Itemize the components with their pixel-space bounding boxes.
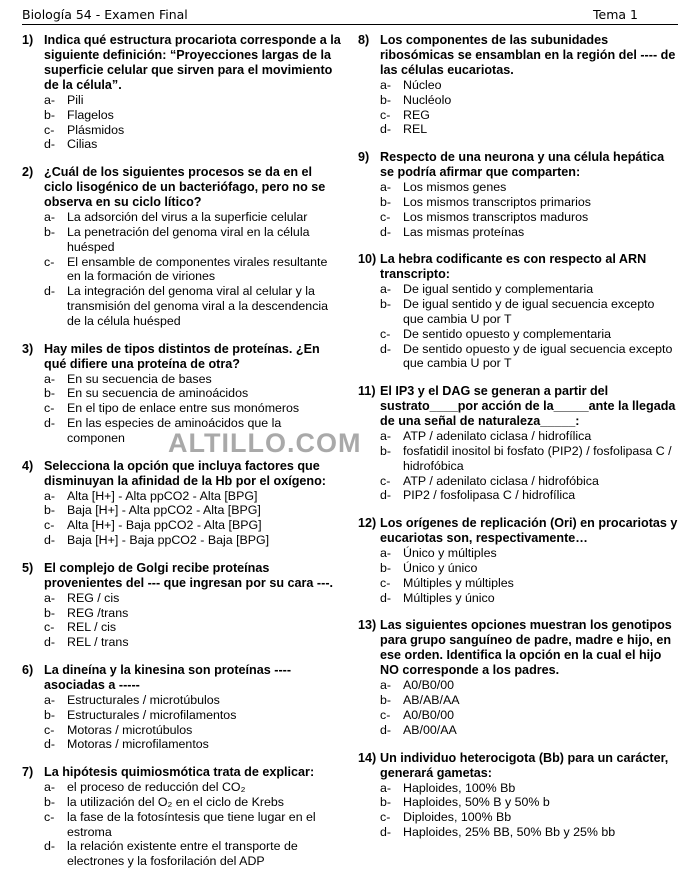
option-letter: c- (44, 722, 55, 737)
question (22, 33, 342, 152)
option-letter: a- (44, 780, 56, 795)
option-text: Estructurales / microtúbulos (67, 692, 220, 707)
answer-option (44, 737, 342, 752)
answer-option (44, 503, 342, 518)
option-text: REL / cis (67, 620, 117, 635)
option-text: Alta [H+] - Baja ppCO2 - Alta [BPG] (67, 518, 262, 533)
option-letter: c- (380, 575, 391, 590)
option-letter: a- (44, 210, 56, 225)
option-text: REL (403, 122, 428, 137)
answer-option (380, 591, 678, 606)
option-text: Motoras / microtúbulos (67, 722, 193, 737)
option-list (44, 93, 342, 152)
option-text: Múltiples y único (403, 590, 495, 605)
option-list (44, 780, 342, 869)
option-letter: d- (380, 722, 392, 737)
answer-option (44, 839, 342, 869)
option-text: Nucléolo (403, 92, 452, 107)
answer-option (380, 108, 678, 123)
question-number: 4) (22, 458, 34, 473)
answer-option (44, 137, 342, 152)
option-list (380, 546, 678, 605)
answer-option (380, 93, 678, 108)
option-letter: a- (380, 78, 392, 92)
option-text: Los mismos genes (403, 180, 507, 195)
question-stem (358, 384, 678, 429)
option-text: REG /trans (67, 605, 129, 620)
answer-option (44, 489, 342, 504)
option-text: La integración del genoma viral al celular y la transmisión del genoma viral a la descendencia de la célula huésped (67, 284, 329, 328)
answer-option (380, 795, 678, 810)
option-text: Haploides, 25% BB, 50% Bb y 25% bb (403, 824, 616, 839)
option-letter: a- (44, 93, 56, 107)
option-letter: c- (380, 209, 391, 224)
question-text: Los componentes de las subunidades ribosómicas se ensamblan en la región del ---- de las células eucariotas. (380, 33, 676, 77)
exam-title: Biología 54 - Examen Final (22, 7, 188, 22)
question-stem (358, 33, 678, 78)
answer-option (44, 810, 342, 840)
option-text: Haploides, 100% Bb (403, 780, 516, 795)
option-letter: a- (44, 692, 56, 707)
option-list (380, 282, 678, 371)
question-text: Hay miles de tipos distintos de proteínas. ¿En qué difiere una proteína de otra? (44, 341, 320, 371)
question (22, 165, 342, 328)
question-number: 14) (358, 750, 377, 765)
question-stem (358, 516, 678, 546)
option-letter: a- (44, 371, 56, 386)
answer-option (44, 606, 342, 621)
question (358, 516, 678, 605)
answer-option (380, 810, 678, 825)
option-text: fosfatidil inositol bi fosfato (PIP2) / fosfolipasa C / hidrofóbica (403, 443, 672, 473)
question (22, 459, 342, 548)
option-letter: a- (44, 488, 56, 503)
option-letter: a- (380, 546, 392, 561)
answer-option (44, 518, 342, 533)
question-number: 5) (22, 560, 34, 575)
option-letter: c- (44, 809, 55, 824)
option-text: En el tipo de enlace entre sus monómeros (67, 401, 300, 416)
answer-option (44, 372, 342, 387)
option-text: Núcleo (403, 78, 442, 92)
answer-option (44, 225, 342, 255)
question-number: 8) (358, 33, 370, 47)
option-letter: b- (380, 92, 392, 107)
option-letter: d- (380, 824, 392, 839)
option-letter: c- (380, 473, 391, 488)
question (358, 252, 678, 371)
option-letter: b- (380, 560, 392, 575)
option-letter: a- (380, 180, 392, 195)
answer-option (44, 386, 342, 401)
answer-option (380, 282, 678, 297)
question (358, 618, 678, 737)
question-number: 6) (22, 662, 34, 677)
question-stem (358, 150, 678, 180)
answer-option (380, 825, 678, 840)
option-text: De igual sentido y complementaria (403, 282, 594, 297)
option-letter: c- (380, 107, 391, 122)
option-text: El ensamble de componentes virales resultante en la formación de viriones (67, 254, 328, 284)
option-text: De sentido opuesto y de igual secuencia excepto que cambia U por T (403, 341, 673, 371)
question-number: 12) (358, 516, 377, 531)
option-letter: d- (380, 122, 392, 137)
answer-option (44, 693, 342, 708)
answer-option (380, 297, 678, 327)
option-text: Diploides, 100% Bb (403, 810, 512, 825)
option-text: Haploides, 50% B y 50% b (403, 795, 550, 810)
answer-option (380, 327, 678, 342)
option-letter: d- (44, 839, 56, 854)
answer-option (44, 708, 342, 723)
option-text: Plásmidos (67, 122, 125, 137)
option-text: A0/B0/00 (403, 678, 454, 693)
answer-option (380, 225, 678, 240)
option-letter: d- (44, 284, 56, 299)
option-text: Los mismos transcriptos maduros (403, 209, 589, 224)
question-number: 2) (22, 165, 34, 180)
option-letter: b- (44, 107, 56, 122)
option-letter: b- (44, 503, 56, 518)
option-text: De sentido opuesto y complementaria (403, 326, 612, 341)
option-text: Motoras / microfilamentos (67, 737, 209, 752)
question-stem (22, 561, 342, 591)
option-list (380, 781, 678, 840)
option-letter: b- (44, 794, 56, 809)
answer-option (380, 781, 678, 796)
question (358, 33, 678, 137)
option-text: Cilias (67, 137, 98, 152)
watermark: ALTILLO.COM (168, 428, 362, 458)
question-text: Respecto de una neurona y una célula hepática se podría afirmar que comparten: (380, 150, 665, 180)
answer-option (44, 620, 342, 635)
option-letter: d- (380, 341, 392, 356)
option-letter: c- (44, 122, 55, 137)
option-letter: b- (44, 224, 56, 239)
option-text: La penetración del genoma viral en la célula huésped (67, 224, 310, 254)
option-text: Los mismos transcriptos primarios (403, 194, 591, 209)
question-number: 7) (22, 765, 34, 780)
option-letter: d- (44, 737, 56, 752)
answer-option (44, 401, 342, 416)
question-text: El complejo de Golgi recibe proteínas provenientes del --- que ingresan por su cara ---. (44, 560, 334, 590)
option-text: Pili (67, 93, 84, 107)
answer-option (44, 93, 342, 108)
option-text: REG (403, 107, 430, 122)
answer-option (44, 210, 342, 225)
option-letter: d- (44, 137, 56, 152)
question-text: Selecciona la opción que incluya factores que disminuyan la afinidad de la Hb por el oxígeno: (44, 458, 327, 488)
answer-option (44, 123, 342, 138)
option-letter: a- (380, 282, 392, 297)
option-letter: d- (44, 415, 56, 430)
option-text: La adsorción del virus a la superficie celular (67, 210, 308, 225)
option-text: En su secuencia de bases (67, 371, 212, 386)
option-letter: c- (380, 707, 391, 722)
question-number: 1) (22, 33, 34, 47)
option-letter: b- (380, 795, 392, 810)
option-letter: b- (44, 386, 56, 401)
question-number: 10) (358, 252, 377, 267)
answer-option (44, 635, 342, 650)
answer-option (44, 591, 342, 606)
option-letter: d- (380, 488, 392, 503)
answer-option (380, 561, 678, 576)
option-letter: b- (380, 693, 392, 708)
question-stem (22, 165, 342, 210)
option-text: AB/00/AA (403, 722, 457, 737)
option-text: Único y múltiples (403, 546, 497, 561)
option-letter: b- (44, 707, 56, 722)
option-text: En las especies de aminoácidos que la componen (67, 415, 282, 445)
option-text: Múltiples y múltiples (403, 575, 514, 590)
question (358, 150, 678, 239)
option-letter: b- (44, 605, 56, 620)
option-list (44, 693, 342, 752)
option-text: De igual sentido y de igual secuencia excepto que cambia U por T (403, 297, 655, 326)
option-text: REL / trans (67, 635, 129, 650)
question (22, 561, 342, 650)
question-text: ¿Cuál de los siguientes procesos se da en el ciclo lisogénico de un bacteriófago, pero no se observa en su ciclo lítico? (44, 165, 326, 210)
answer-option (44, 255, 342, 285)
option-letter: a- (380, 780, 392, 795)
option-text: Baja [H+] - Baja ppCO2 - Baja [BPG] (67, 532, 270, 547)
question-number: 11) (358, 384, 376, 399)
option-text: A0/B0/00 (403, 707, 454, 722)
question-stem (22, 342, 342, 372)
answer-option (380, 488, 678, 503)
option-letter: c- (44, 620, 55, 635)
question-text: Indica qué estructura procariota corresponde a la siguiente definición: “Proyecciones largas de la superficie celular que sirven para el movimiento de la célula”. (44, 33, 341, 92)
answer-option (380, 693, 678, 708)
option-list (44, 210, 342, 328)
answer-option (44, 795, 342, 810)
option-text: Único y único (403, 560, 478, 575)
option-text: ATP / adenilato ciclasa / hidrofóbica (403, 473, 599, 488)
option-list (380, 180, 678, 239)
option-text: la utilización del O₂ en el ciclo de Krebs (67, 794, 284, 809)
answer-option (380, 444, 678, 474)
answer-option (380, 180, 678, 195)
question-stem (22, 33, 342, 93)
option-text: AB/AB/AA (403, 693, 460, 708)
option-text: la fase de la fotosíntesis que tiene lugar en el estroma (67, 809, 316, 839)
right-column (358, 33, 678, 853)
option-text: En su secuencia de aminoácidos (67, 386, 249, 401)
option-letter: d- (380, 590, 392, 605)
option-letter: b- (380, 194, 392, 209)
question (22, 765, 342, 869)
answer-option (44, 780, 342, 795)
option-list (380, 78, 678, 137)
option-text: Alta [H+] - Alta ppCO2 - Alta [BPG] (67, 488, 258, 503)
answer-option (380, 708, 678, 723)
option-list (380, 429, 678, 503)
exam-version: Tema 1 (593, 7, 638, 22)
question-stem (22, 459, 342, 489)
question-text: La hipótesis quimiosmótica trata de explicar: (44, 765, 315, 780)
question (358, 751, 678, 840)
question-text: La hebra codificante es con respecto al ARN transcripto: (380, 252, 647, 282)
question-stem (22, 663, 342, 693)
option-list (44, 489, 342, 548)
option-letter: c- (44, 518, 55, 533)
question-stem (358, 252, 678, 282)
answer-option (44, 108, 342, 123)
answer-option (380, 78, 678, 93)
question (22, 663, 342, 752)
option-letter: d- (44, 635, 56, 650)
option-text: Las mismas proteínas (403, 224, 525, 239)
option-letter: c- (380, 326, 391, 341)
answer-option (380, 474, 678, 489)
option-letter: b- (380, 443, 392, 458)
option-text: PIP2 / fosfolipasa C / hidrofílica (403, 488, 576, 503)
answer-option (44, 284, 342, 328)
option-letter: d- (380, 224, 392, 239)
answer-option (380, 546, 678, 561)
option-text: el proceso de reducción del CO₂ (67, 780, 246, 795)
question-number: 3) (22, 341, 34, 356)
option-text: ATP / adenilato ciclasa / hidrofílica (403, 429, 592, 444)
option-text: Baja [H+] - Alta ppCO2 - Alta [BPG] (67, 503, 261, 518)
option-letter: c- (44, 254, 55, 269)
option-letter: a- (44, 590, 56, 605)
question-stem (358, 618, 678, 678)
answer-option (380, 210, 678, 225)
option-text: la relación existente entre el transporte de electrones y la fosforilación del ADP (67, 839, 298, 869)
option-text: REG / cis (67, 590, 120, 605)
option-letter: c- (380, 810, 391, 825)
question-text: Los orígenes de replicación (Ori) en procariotas y eucariotas son, respectivamente… (380, 516, 678, 546)
answer-option (380, 576, 678, 591)
option-letter: c- (44, 401, 55, 416)
question (358, 384, 678, 503)
option-text: Estructurales / microfilamentos (67, 707, 237, 722)
answer-option (380, 122, 678, 137)
question-stem (358, 751, 678, 781)
answer-option (380, 429, 678, 444)
option-list (380, 678, 678, 737)
option-letter: d- (44, 532, 56, 547)
answer-option (44, 533, 342, 548)
question-number: 9) (358, 150, 370, 165)
answer-option (380, 678, 678, 693)
option-letter: a- (380, 678, 392, 693)
option-text: Flagelos (67, 107, 114, 122)
question-text: La dineína y la kinesina son proteínas ---- asociadas a ----- (44, 662, 292, 692)
question-text: Un individuo heterocigota (Bb) para un carácter, generará gametas: (380, 750, 669, 780)
answer-option (44, 723, 342, 738)
question-text: El IP3 y el DAG se generan a partir del sustrato____por acción de la_____ante la llegada de una señal de naturaleza_____: (380, 384, 676, 429)
answer-option (380, 195, 678, 210)
answer-option (380, 723, 678, 738)
option-letter: a- (380, 429, 392, 444)
answer-option (380, 342, 678, 372)
option-letter: b- (380, 297, 392, 312)
page-header (22, 4, 678, 25)
question-stem (22, 765, 342, 780)
question-text: Las siguientes opciones muestran los genotipos para grupo sanguíneo de padre, madre e hijo, en ese orden. Identifica la opción en la cual el hijo NO corresponde a los padres. (380, 618, 672, 678)
option-list (44, 591, 342, 650)
question-number: 13) (358, 618, 377, 633)
